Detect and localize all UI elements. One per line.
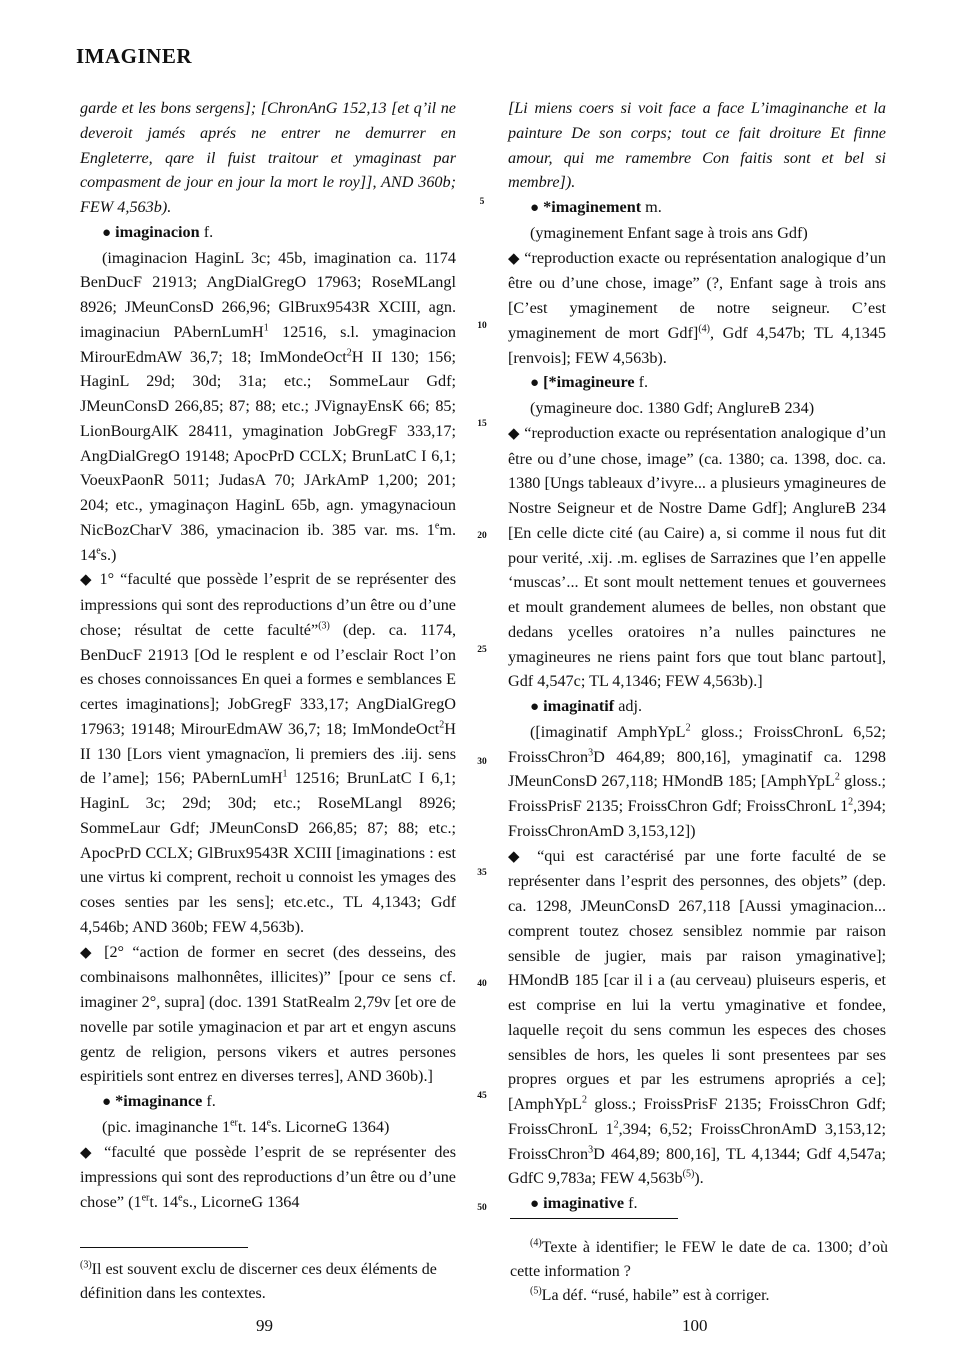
entry-imaginance: ● *imaginance f.	[102, 1092, 216, 1110]
forms-imaginacion: (imaginacion HaginL 3c; 45b, imagination ca. 1174 BenDucF 21913; AngDialGregO 17963; RoseMLangl 8926; JMeunConsD 266,96; GlBrux9543R XCIII, agn. imaginaciun PAbernLumH$^1$ 12516, s.l. ymaginacion MirourEdmAW 36,7; 18; ImMondeOct$^2$H II 130; 156; HaginL 29d; 30d; 31a; etc.; SommeLaur Gdf; JMeunConsD 266,85; 87; 88; etc.; JVignayEnsK 66; 85; LionBourgAlK 28411, ymagination JobGregF 333,17; AngDialGregO 19148; ApocPrD CCLX; BrunLatC I 6,1; VoeuxPaonR 5011; JudasA 70; JArkAmP 1,200; 201; 204; etc., ymaginaçon HaginL 65b, agn. ymagynacioun NicBozCharV 386, ymacinacion ib. 385 var. ms. 1em. 14es.)	[80, 248, 457, 564]
sense-imaginance: ◆ “faculté que possède l’esprit de se représenter des impressions qui sont des reproductions d’un être ou d’une chose” (1ert. 14es., LicorneG 1364	[80, 1142, 456, 1211]
footnote-4: $^{(4)}$Texte à identifier; le FEW le date de ca. 1300; d’où cette information ?	[510, 1237, 888, 1280]
line-number: 50	[477, 1203, 487, 1213]
right-continuation: [Li miens coers si voit face a face L’imaginanche et la painture De son corps; tout ce fait droiture Et finne amour, qui me ramembre Con faitis sont et bel si membre]).	[508, 99, 886, 192]
footnote-5: $^{(5)}$La déf. “rusé, habile” est à corriger.	[530, 1285, 770, 1304]
right-column	[508, 96, 886, 1217]
diamond-icon: ◆	[80, 1144, 96, 1161]
footnote-rule-left	[80, 1247, 248, 1248]
left-continuation: garde et les bons sergens]; [ChronAnG 152,13 [et q’il ne deveroit jamés aprés ne entrer ne demurrer en Engleterre, qare il fuist traitour et ymaginast par compasment de jour en jour la mort le roy]], AND 360b; FEW 4,563b).	[80, 99, 456, 216]
running-header: IMAGINER	[76, 44, 193, 68]
line-number: 20	[477, 531, 487, 541]
entry-imaginacion: ● imaginacion f.	[102, 222, 214, 241]
bullet-icon: ●	[530, 200, 540, 216]
footnotes-right	[510, 1236, 888, 1308]
bullet-icon: ●	[530, 699, 540, 715]
diamond-icon: ◆	[508, 250, 520, 267]
entry-imaginatif: ● imaginatif adj.	[530, 697, 643, 715]
bullet-icon: ●	[530, 1196, 540, 1212]
sense-imaginatif: ◆ “qui est caractérisé par une forte faculté de se représenter dans l’esprit des personnes, des objets” (dep. ca. 1298, JMeunConsD 267,118 [Aussi ymaginacion... comprent toutez chosez sensiblez nommie par raison sensible de jugier, mais par raison ymaginative]; HMondB 185 [car il i a (au cerveau) pluiseurs esperis, et est comprise en lui la vertu ymaginative et fondee, laquelle reçoit du sens commun les especes des choses sensibles de hors, les queles li sont presentees par ses propres orgues et par les estrumens apropriés a ce]; [AmphYpL$^2$ gloss.; FroissPrisF 2135; FroissChron Gdf; FroissChronL $1^2,394$; 6,52; FroissChronAmD 3,153,12; FroissChron$^3$D 464,89; 800,16], TL 4,1344; Gdf 4,547a; GdfC 9,783a; FEW $4,563b^{(5)}$).	[508, 846, 886, 1188]
sense-2: ◆ [2° “action de former en secret (des desseins, des combinaisons malhonnêtes, illicites)” [pour ce sens cf. imaginer 2°, supra] (doc. 1391 StatRealm 2,79v [et ore de novelle par sotile ymaginacion et par art et engyn ascuns gentz de religion, persons vikers et autres persones espiritiels sont entrez en diverses terres], AND 360b).]	[80, 942, 456, 1086]
entry-imaginative: ● imaginative f.	[530, 1194, 638, 1212]
sense-imagineure: ◆ “reproduction exacte ou représentation analogique d’un être ou d’une chose, image” (ca. 1380; ca. 1398, doc. ca. 1380 [Ungs tableaux d’ivyre... a plusieurs ymagineures de Nostre Seigneur et de Nostre Dame Gdf]; AnglureB 234 [En celle dicte cité (au Caire) a, si comme il nous fut dit pour verité, .xij. .m. eglises de Sarrazines que l’en appelle ‘muscas’... Et sont moult nettement tenues et gouvernees et moult grandement alumees de belles, non obstant que dedans ycelles oratoires n’a nulles painctures ne ymagineures ne riens paint fors que tout blanc partout], Gdf 4,547c; TL 4,1346; FEW 4,563b).]	[508, 423, 886, 691]
line-number: 5	[479, 197, 485, 207]
bullet-icon: ●	[102, 224, 112, 241]
line-number: 30	[477, 757, 487, 767]
bullet-icon: ●	[530, 375, 540, 392]
line-number: 40	[477, 979, 487, 989]
sense-1: ◆ 1° “faculté que possède l’esprit de se représenter des impressions qui sont des reproductions d’un être ou d’une chose; résultat de cette faculté”$^{(3)}$ (dep. ca. 1174, BenDucF 21913 [Od le resplent e od l’esclair Roct l’on es choses connoissances En quei a formes e semblances E certes imaginations]; JobGregF 333,17; AngDialGregO 17963; 19148; MirourEdmAW 36,7; 18; ImMondeOct$^2$H II 130 [Lors vient ymagnacïon, li premiers des .iij. sens de l’ame]; 156; PAbernLumH$^1$ 12516; BrunLatC I 6,1; HaginL 3c; 29d; 30d; etc.; RoseMLangl 8926; SommeLaur Gdf; JMeunConsD 266,85; 87; 88; etc.; ApocPrD CCLX; GlBrux9543R XCIII [imaginations : est une virtus ki comprent, rechoit u connoist les ymages des coses senties par les sens]; etc.etc., TL 4,1343; Gdf 4,546b; AND 360b; FEW 4,563b).	[80, 570, 457, 936]
line-number: 35	[477, 868, 487, 878]
line-number: 10	[477, 321, 487, 331]
forms-imaginement: (ymaginement Enfant sage à trois ans Gdf)	[530, 223, 808, 242]
line-number: 45	[477, 1091, 487, 1101]
page-number-right: 100	[682, 1316, 708, 1335]
left-column	[80, 96, 456, 1215]
entry-imagineure: ● [*imagineure f.	[530, 373, 649, 392]
line-number: 25	[477, 645, 487, 655]
bullet-icon: ●	[102, 1094, 112, 1110]
footnote-3: $^{(3)}$Il est souvent exclu de discerner ces deux éléments de définition dans les contextes.	[80, 1259, 437, 1302]
page-number-left: 99	[256, 1316, 273, 1335]
forms-imagineure: (ymagineure doc. 1380 Gdf; AnglureB 234)	[530, 399, 815, 417]
forms-imaginatif: ([imaginatif AmphYpL$^2$ gloss.; FroissChronL 6,52; FroissChron$^3$D 464,89; 800,16], ymaginatif ca. 1298 JMeunConsD 267,118; HMondB 185; [AmphYpL$^2$ gloss.; FroissPrisF 2135; FroissChron Gdf; FroissChronL $1^2,394$; FroissChronAmD 3,153,12])	[508, 722, 886, 840]
diamond-icon: ◆	[508, 425, 520, 442]
entry-imaginement: ● *imaginement m.	[530, 198, 662, 216]
forms-imaginance: (pic. imaginanche 1ert. 14es. LicorneG 1364)	[102, 1117, 390, 1136]
diamond-icon: ◆	[508, 848, 527, 865]
diamond-icon: ◆	[80, 944, 96, 961]
diamond-icon: ◆	[80, 572, 94, 589]
sense-imaginement: ◆ “reproduction exacte ou représentation analogique d’un être ou d’une chose, image” (?, Enfant sage à trois ans [C’est ymaginement de notre seigneur. C’est ymaginement de mort Gdf]$^{(4)}$, Gdf 4,547b; TL 4,1345 [renvois]; FEW 4,563b).	[508, 248, 886, 367]
line-number: 15	[477, 419, 487, 429]
footnote-rule-right	[510, 1218, 678, 1219]
